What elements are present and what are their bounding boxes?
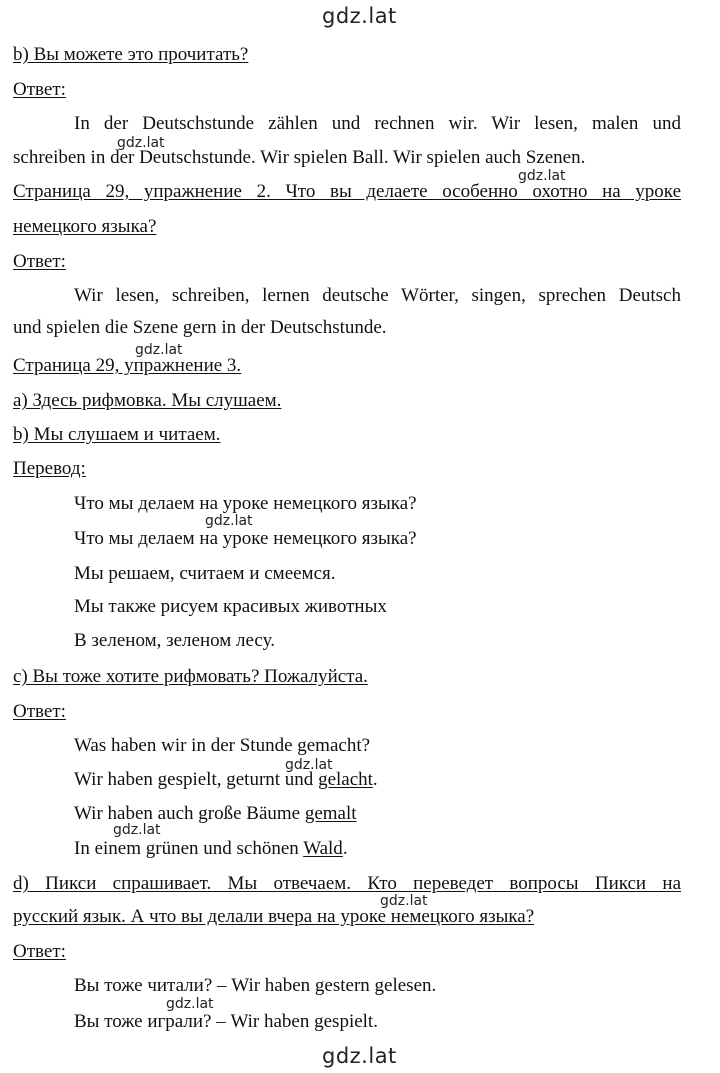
watermark: gdz.lat (518, 168, 566, 184)
paragraph-line: Wir lesen, schreiben, lernen deutsche Wörter, singen, sprechen Deutsch (74, 285, 681, 306)
translation-label: Перевод: (13, 458, 86, 479)
item-d: d) Пикси спрашивает. Мы отвечаем. Кто переведет вопросы Пикси на (13, 873, 681, 894)
paragraph-line: schreiben in der Deutschstunde. Wir spielen Ball. Wir spielen auch Szenen. (13, 147, 586, 168)
watermark-top: gdz.lat (322, 4, 397, 28)
answer-label: Ответ: (13, 941, 66, 962)
watermark: gdz.lat (166, 996, 214, 1012)
poem-text: Wir haben gespielt, geturnt und (74, 769, 319, 790)
item-a: a) Здесь рифмовка. Мы слушаем. (13, 390, 282, 411)
poem-text: . (342, 838, 348, 859)
poem-text: In einem grünen und schönen (74, 838, 304, 859)
watermark: gdz.lat (113, 822, 161, 838)
item-d: русский язык. А что вы делали вчера на уроке немецкого языка? (13, 906, 535, 927)
rhyme-word: gemalt (304, 803, 357, 824)
qa-line: Вы тоже читали? – Wir haben gestern gelesen. (74, 975, 437, 996)
paragraph-line: In der Deutschstunde zählen und rechnen wir. Wir lesen, malen und (74, 113, 681, 134)
answer-label: Ответ: (13, 701, 66, 722)
poem-text: . (372, 769, 378, 790)
watermark: gdz.lat (285, 757, 333, 773)
watermark: gdz.lat (380, 893, 428, 909)
poem-line: Мы решаем, считаем и смеемся. (74, 563, 336, 584)
section-heading: b) Вы можете это прочитать? (13, 44, 249, 65)
poem-line: Что мы делаем на уроке немецкого языка? (74, 528, 417, 549)
exercise-heading: Страница 29, упражнение 2. Что вы делаете особенно охотно на уроке (13, 181, 681, 202)
qa-line: Вы тоже играли? – Wir haben gespielt. (74, 1011, 378, 1032)
watermark: gdz.lat (117, 135, 165, 151)
poem-text: Wir haben auch große Bäume (74, 803, 305, 824)
item-b: b) Мы слушаем и читаем. (13, 424, 221, 445)
poem-line: Что мы делаем на уроке немецкого языка? (74, 493, 417, 514)
poem-line: Was haben wir in der Stunde gemacht? (74, 735, 371, 756)
rhyme-word: gelacht (318, 769, 373, 790)
exercise-heading: Страница 29, упражнение 3. (13, 355, 242, 376)
watermark-bottom: gdz.lat (322, 1044, 397, 1068)
watermark: gdz.lat (135, 342, 183, 358)
answer-label: Ответ: (13, 79, 66, 100)
poem-line (74, 838, 348, 860)
poem-line: Мы также рисуем красивых животных (74, 596, 387, 617)
poem-line (74, 803, 357, 825)
answer-label: Ответ: (13, 251, 66, 272)
exercise-heading: немецкого языка? (13, 216, 157, 237)
watermark: gdz.lat (205, 513, 253, 529)
poem-line (74, 769, 378, 791)
rhyme-word: Wald (303, 838, 343, 859)
paragraph-line: und spielen die Szene gern in der Deutschstunde. (13, 317, 387, 338)
poem-line: В зеленом, зеленом лесу. (74, 630, 275, 651)
item-c: c) Вы тоже хотите рифмовать? Пожалуйста. (13, 666, 368, 687)
